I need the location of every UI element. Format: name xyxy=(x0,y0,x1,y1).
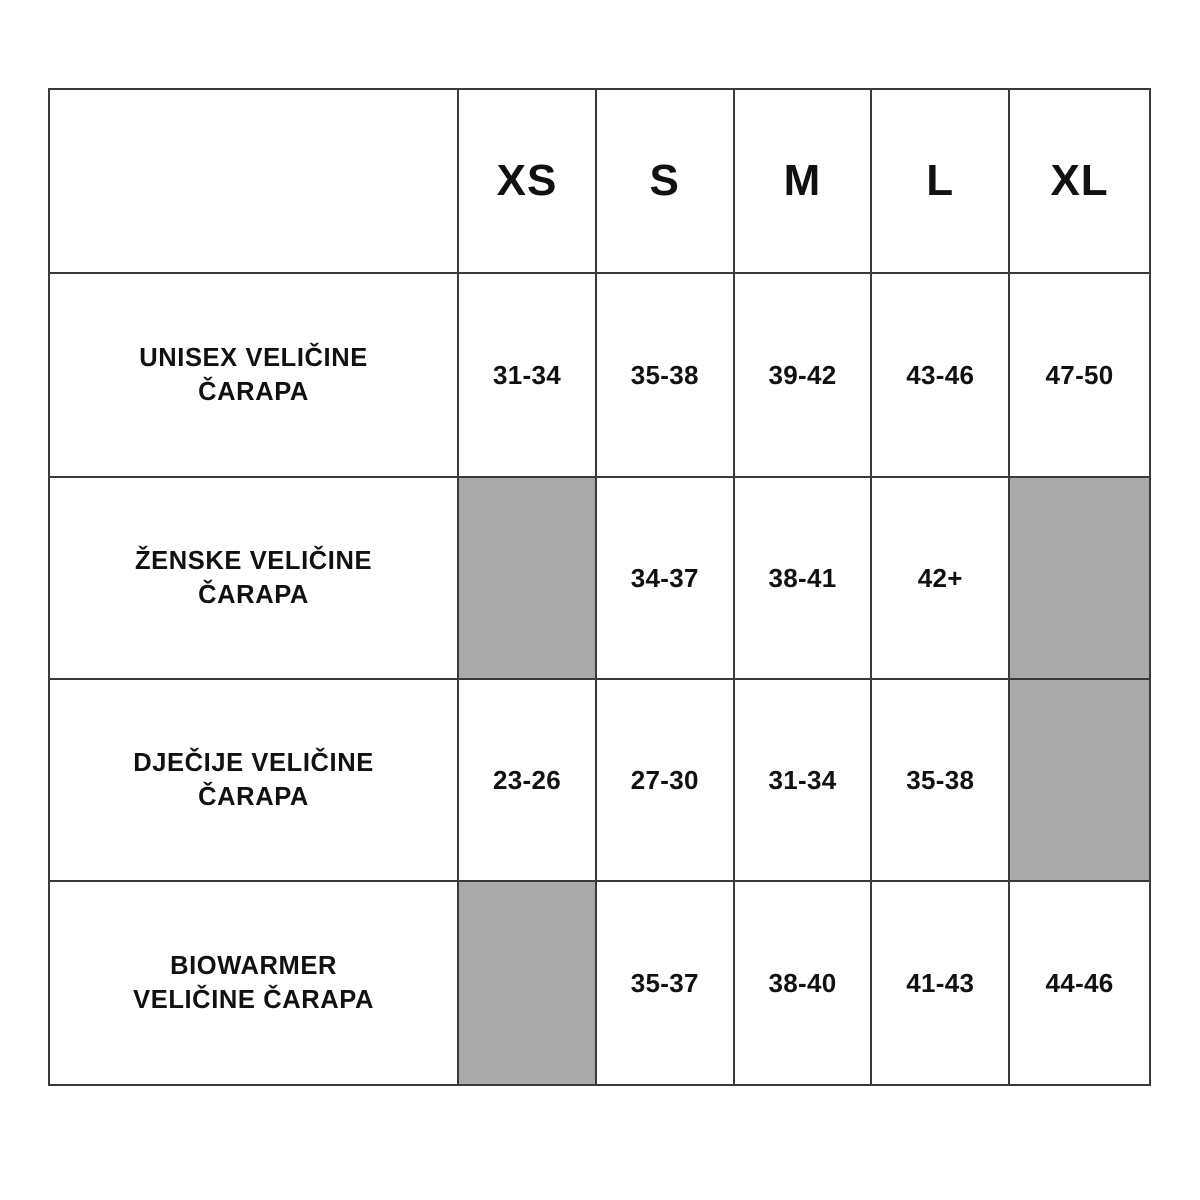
row-label-line1: ŽENSKE VELIČINE xyxy=(134,546,373,575)
cell-unisex-l: 43-46 xyxy=(871,273,1009,477)
row-label-unisex xyxy=(49,273,458,477)
column-header-s: S xyxy=(596,89,734,273)
cell-djecije-xl xyxy=(1009,679,1150,881)
cell-biowarmer-xs xyxy=(458,881,596,1085)
cell-biowarmer-m: 38-40 xyxy=(734,881,872,1085)
cell-zenske-l: 42+ xyxy=(871,477,1009,679)
row-label-djecije xyxy=(49,679,458,881)
cell-zenske-m: 38-41 xyxy=(734,477,872,679)
row-label-biowarmer xyxy=(49,881,458,1085)
row-label-zenske xyxy=(49,477,458,679)
table-row xyxy=(49,477,1150,679)
row-label-line2: ČARAPA xyxy=(198,581,309,609)
cell-zenske-xs xyxy=(458,477,596,679)
row-label-line1: BIOWARMER xyxy=(170,951,337,980)
cell-zenske-s: 34-37 xyxy=(596,477,734,679)
table-header-row xyxy=(49,89,1150,273)
table-header xyxy=(49,89,1150,273)
cell-djecije-xs: 23-26 xyxy=(458,679,596,881)
size-chart-container xyxy=(48,88,1151,1086)
row-label-line2: VELIČINE ČARAPA xyxy=(133,986,374,1014)
cell-unisex-xs: 31-34 xyxy=(458,273,596,477)
header-corner-cell xyxy=(49,89,458,273)
cell-zenske-xl xyxy=(1009,477,1150,679)
row-label-line1: UNISEX VELIČINE xyxy=(139,343,368,372)
cell-unisex-s: 35-38 xyxy=(596,273,734,477)
row-label-line2: ČARAPA xyxy=(198,783,309,811)
row-label-line2: ČARAPA xyxy=(198,378,309,406)
cell-biowarmer-s: 35-37 xyxy=(596,881,734,1085)
column-header-xs: XS xyxy=(458,89,596,273)
cell-unisex-m: 39-42 xyxy=(734,273,872,477)
cell-djecije-l: 35-38 xyxy=(871,679,1009,881)
cell-djecije-s: 27-30 xyxy=(596,679,734,881)
cell-djecije-m: 31-34 xyxy=(734,679,872,881)
column-header-xl: XL xyxy=(1009,89,1150,273)
table-row xyxy=(49,881,1150,1085)
size-chart-table xyxy=(48,88,1151,1086)
table-body xyxy=(49,273,1150,1085)
cell-unisex-xl: 47-50 xyxy=(1009,273,1150,477)
row-label-line1: DJEČIJE VELIČINE xyxy=(133,748,374,777)
column-header-m: M xyxy=(734,89,872,273)
table-row xyxy=(49,273,1150,477)
cell-biowarmer-l: 41-43 xyxy=(871,881,1009,1085)
cell-biowarmer-xl: 44-46 xyxy=(1009,881,1150,1085)
column-header-l: L xyxy=(871,89,1009,273)
table-row xyxy=(49,679,1150,881)
